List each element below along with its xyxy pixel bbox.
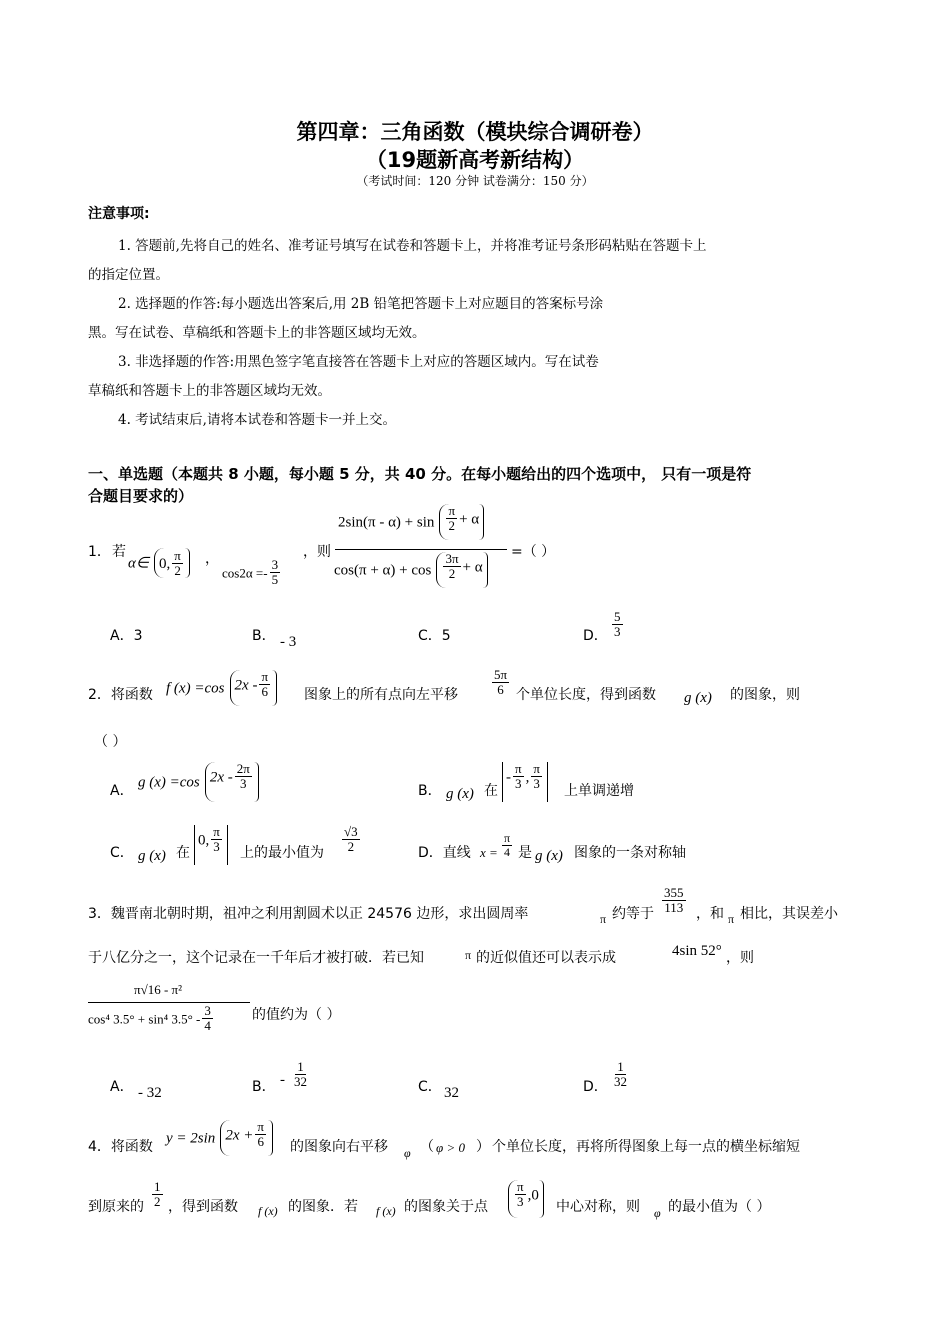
q2-option-b: B． (418, 783, 442, 799)
q2-option-b-gx: g (x) (446, 786, 474, 802)
note-3b: 草稿纸和答题卡上的非答题区域均无效。 (88, 383, 331, 399)
q2-paren: （ ） (94, 734, 127, 750)
q2-function: f (x) =cos 2x - $\frac{\pi}{6}$ (166, 670, 277, 706)
q2-option-b-tail: 上单调递增 (564, 783, 634, 799)
q1-ze: ，则 (303, 544, 331, 560)
q4-paren-close: ） (476, 1139, 490, 1155)
q4-phi-2: φ (654, 1206, 661, 1220)
q2-option-d-shi: 是 (518, 845, 532, 861)
q4-line2c: 的图象．若 (288, 1199, 358, 1215)
note-2b: 黑。写在试卷、草稿纸和答题卡上的非答题区域均无效。 (88, 325, 426, 341)
q4-mid2: 个单位长度，再将所得图象上每一点的横坐标缩短 (492, 1139, 800, 1155)
q3-line1b: 约等于 (612, 906, 654, 922)
section-heading-line2: 合题目要求的） (88, 487, 194, 505)
q1-cos2a: cos2α =- $\frac{3}{5}$ (222, 557, 279, 588)
q4-line2e: 中心对称，则 (556, 1199, 640, 1215)
q2-end: 的图象，则 (730, 687, 800, 703)
q1-alpha-range: α∈ 0, $\frac{\pi}{2}$ (128, 548, 190, 578)
q3-option-d-value: $\frac{1}{32}$ (614, 1059, 627, 1090)
q3-option-c: C． (418, 1079, 442, 1095)
q4-fx-2: f (x) (376, 1204, 396, 1218)
q4-line2d: 的图象关于点 (404, 1199, 488, 1215)
q4-mid: 的图象向右平移 (290, 1139, 388, 1155)
q1-fraction-bar (335, 549, 507, 550)
q4-paren-open: （ (420, 1139, 434, 1155)
q3-option-a-value: - 32 (138, 1085, 162, 1101)
q2-option-a-expr: g (x) =cos 2x - $\frac{2\pi}{3}$ (138, 762, 259, 802)
q1-option-a: A．3 (110, 628, 143, 644)
q3-line1d: 相比，其误差小 (740, 906, 838, 922)
note-4: 4. 考试结束后,请将本试卷和答题卡一并上交。 (118, 412, 396, 428)
q3-line1: 3．魏晋南北朝时期，祖冲之利用割圆术以正 24576 边形，求出圆周率 (88, 906, 529, 922)
q1-numerator: 2sin(π - α) + sin $\frac{\pi}{2}$ + α (338, 504, 484, 540)
section-heading-line1: 一、单选题（本题共 8 小题，每小题 5 分，共 40 分。在每小题给出的四个选项中， 只有一项是符 (88, 465, 752, 483)
q3-option-a: A． (110, 1079, 134, 1095)
q2-option-d-x: x = (480, 845, 498, 860)
q4-point: $\frac{\pi}{3}$ ,0 (508, 1180, 544, 1218)
q1-ruo: 若 (112, 544, 126, 560)
q3-option-c-value: 32 (444, 1085, 459, 1101)
q2-option-d-frac: $\frac{\pi}{4}$ (504, 831, 511, 860)
q1-option-b: B． (252, 628, 276, 644)
q1-option-c: C．5 (418, 628, 451, 644)
q1-option-b-value: - 3 (280, 634, 297, 650)
q3-pi-1: π (600, 912, 607, 926)
exam-meta: （考试时间：120 分钟 试卷满分：150 分） (356, 174, 594, 188)
q1-comma: ， (205, 551, 219, 567)
q2-mid: 图象上的所有点向左平移 (304, 687, 458, 703)
q3-option-b-sign: - (280, 1072, 285, 1088)
q2-option-d-tail: 图象的一条对称轴 (574, 845, 686, 861)
q1-denominator: cos(π + α) + cos $\frac{3\pi}{2}$ + α (334, 552, 488, 588)
q3-sin52: 4sin 52° (672, 943, 722, 959)
q3-big-numerator: π√16 - π² (134, 982, 182, 997)
q4-line2f: 的最小值为（ ） (668, 1199, 771, 1215)
q2-option-c-gx: g (x) (138, 848, 166, 864)
q2-option-c-zai: 在 (176, 845, 190, 861)
q1-number: 1． (88, 544, 111, 560)
q4-line2b: ，得到函数 (168, 1199, 238, 1215)
q3-option-b-value: $\frac{1}{32}$ (294, 1059, 307, 1090)
q4-fx-1: f (x) (258, 1204, 278, 1218)
q2-option-d-gx: g (x) (535, 848, 563, 864)
q4-function: y = 2sin 2x + $\frac{\pi}{6}$ (166, 1120, 273, 1156)
notes-heading: 注意事项: (88, 206, 150, 222)
q2-intro: 2．将函数 (88, 687, 153, 703)
q1-option-d-value: $\frac{5}{3}$ (614, 609, 621, 640)
q4-phi: φ (404, 1146, 411, 1160)
q4-phi-condition: φ > 0 (436, 1140, 465, 1155)
q3-line1c: ，和 (696, 906, 724, 922)
page-title: 第四章：三角函数（模块综合调研卷） (296, 120, 654, 144)
page-subtitle: （19题新高考新结构） (365, 148, 585, 172)
q2-option-a: A． (110, 783, 134, 799)
note-3a: 3. 非选择题的作答:用黑色签字笔直接答在答题卡上对应的答题区域内。写在试卷 (118, 354, 599, 370)
q3-tail: 的值约为（ ） (252, 1007, 341, 1023)
q1-option-d: D． (583, 628, 608, 644)
q3-pi-3: π (465, 948, 472, 962)
q2-option-c-value: $\frac{√3}{2}$ (344, 824, 358, 855)
q3-option-d: D． (583, 1079, 608, 1095)
q3-line2: 于八亿分之一，这个记录在一千年后才被打破．若已知 (88, 950, 424, 966)
q2-mid2: 个单位长度，得到函数 (516, 687, 656, 703)
note-2a: 2. 选择题的作答:每小题选出答案后,用 2B 铅笔把答题卡上对应题目的答案标号涂 (118, 296, 604, 312)
q3-option-b: B． (252, 1079, 276, 1095)
q3-frac-355: $\frac{355}{113}$ (664, 885, 684, 916)
q2-gx: g (x) (684, 690, 712, 706)
q2-option-d: D．直线 (418, 845, 471, 861)
q2-option-b-interval: - $\frac{\pi}{3}$ , $\frac{\pi}{3}$ (502, 762, 548, 802)
q2-option-b-zai: 在 (484, 783, 498, 799)
q4-half: $\frac{1}{2}$ (154, 1179, 161, 1210)
note-1b: 的指定位置。 (88, 267, 169, 283)
q3-pi-2: π (728, 912, 735, 926)
q3-fraction-bar (88, 1002, 250, 1003)
q1-tail: =（ ） (511, 544, 556, 560)
q3-big-denominator: cos⁴ 3.5° + sin⁴ 3.5° - $\frac{3}{4}$ (88, 1003, 211, 1034)
q4-intro: 4．将函数 (88, 1139, 153, 1155)
q2-shift: $\frac{5\pi}{6}$ (494, 667, 508, 698)
q2-option-c-interval: 0, $\frac{\pi}{3}$ (194, 825, 228, 865)
q3-line2c: ，则 (726, 950, 754, 966)
q2-option-c: C． (110, 845, 134, 861)
note-1a: 1. 答题前,先将自己的姓名、准考证号填写在试卷和答题卡上，并将准考证号条形码粘贴在答题卡上 (118, 238, 707, 254)
q4-line2a: 到原来的 (88, 1199, 144, 1215)
q2-option-c-tail: 上的最小值为 (240, 845, 324, 861)
q3-line2b: 的近似值还可以表示成 (476, 950, 616, 966)
